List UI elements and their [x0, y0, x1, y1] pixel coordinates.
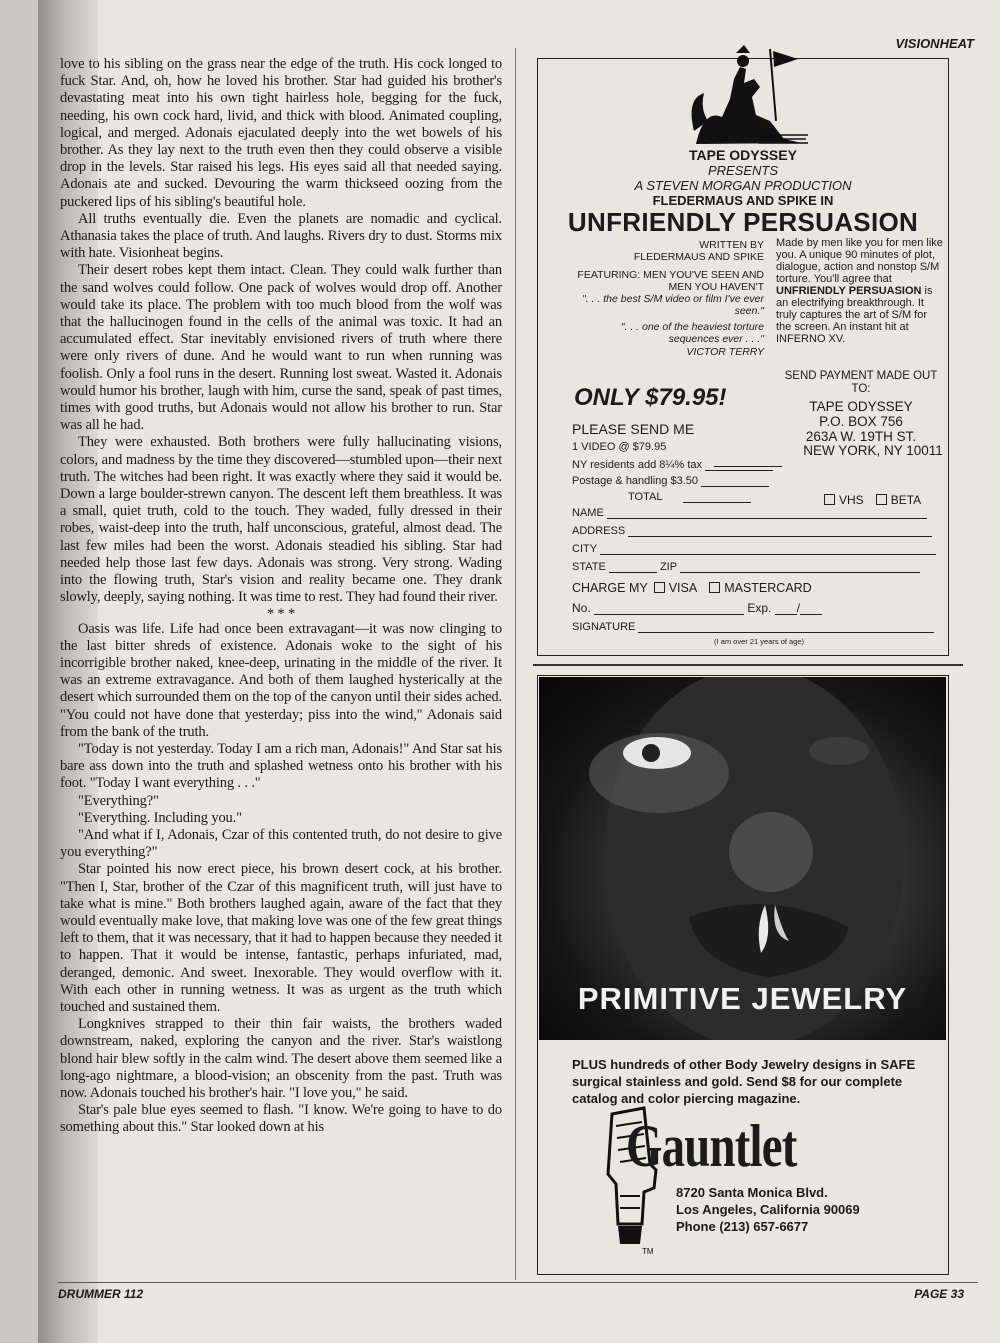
store-contact — [676, 1184, 860, 1235]
production-credit: A STEVEN MORGAN PRODUCTION — [634, 178, 852, 193]
price-headline: ONLY $79.95! — [574, 384, 727, 411]
state-zip-row — [572, 561, 920, 573]
story-paragraph: Longknives strapped to their thin fair waists, the brothers waded downstream, naked, exploring the canyon and the river. Star's waistlong blond hair blew softly in the calm wind. The desert above them seemed like a long-ago nightmare, a blood-vision; an obscenity from the past. Truth was now. Adonais touched his brother's hair. "I love you," he said. — [60, 1016, 502, 1101]
visa-label: VISA — [668, 581, 698, 595]
video-field[interactable] — [714, 466, 782, 467]
face-photo — [539, 677, 946, 1040]
story-paragraph: Star's pale blue eyes seemed to flash. "I know. We're going to have to do something about this." Star looked down at his — [60, 1102, 502, 1136]
address-line: TAPE ODYSSEY — [809, 399, 913, 414]
address-line: P.O. BOX 756 — [819, 414, 903, 429]
order-line-label: NY residents add 8¼% tax — [572, 459, 703, 471]
page-number: PAGE 33 — [914, 1287, 964, 1301]
payment-label: SEND PAYMENT MADE OUT TO: — [784, 370, 938, 395]
charge-label: CHARGE MY — [572, 581, 648, 595]
order-line-label: 1 VIDEO @ $79.95 — [572, 441, 667, 453]
video-title: UNFRIENDLY PERSUASION — [567, 207, 919, 237]
video-amount-field — [714, 455, 782, 467]
exp-month-field[interactable] — [775, 614, 797, 615]
issue-label: DRUMMER 112 — [58, 1287, 144, 1301]
footer-rule — [58, 1282, 978, 1283]
order-line-postage — [572, 475, 769, 487]
address-row — [572, 525, 932, 537]
blurb-part: is an electrifying breakthrough. It truly captures the art of S/M for the screen. An instant hit at INFERNO XV. — [776, 285, 933, 345]
story-paragraph: All truths eventually die. Even the planets are nomadic and cyclical. Athanasia takes the place of truth. And laughs. Rivers dry to dust. Storms mix with hate. Visionheat begins. — [60, 210, 502, 262]
exp-label: Exp. — [747, 601, 772, 615]
zip-label: ZIP — [659, 561, 677, 573]
story-column — [60, 56, 502, 1137]
zip-field[interactable] — [680, 572, 920, 573]
state-label: STATE — [572, 561, 606, 573]
story-paragraph: "Everything. Including you." — [78, 809, 242, 826]
order-line-label: TOTAL — [628, 491, 663, 503]
story-paragraph: Oasis was life. Life had once been extravagant—it was now clinging to the last bitter shreds of existence. Adonais woke to the sight of his incorrigible brother naked, knee-deep, urinating in the middle of the river. It was an extreme extravagance. And both of them laughed hysterically at the desert which surrounded them on the top of the canyon until their sides ached. "You could not have done that yesterday; piss into the wind," Adonais said from the bank of the truth. — [60, 620, 502, 740]
story-paragraph: Their desert robes kept them intact. Clean. They could walk further than the sand wolves could follow. One pack of wolves would drop off. Another would take its place. The problem with too much blood from the wolf was that the hallucinogen found in the cells of the animal was toxic. It had an accumulated effect. Star inevitably envisioned rivers of truth where there were only rivers of dune. And he would want to run when running was foolish. Only a fool runs in the desert. Running lost sweat. Wasted it. Adonais would humor his brother, laugh with him, curse the sand, speak of past times, times with good truths, but Adonais would not allow his brother to run. Star was all he had. — [60, 262, 502, 434]
address-line: 263A W. 19TH ST. — [805, 429, 917, 444]
tape-odyssey-ad — [537, 58, 949, 656]
gauntlet-ad — [537, 675, 949, 1275]
catalog-offer: PLUS hundreds of other Body Jewelry designs in SAFE surgical stainless and gold. Send $8 for our complete catalog and color piercing magazine. — [572, 1057, 916, 1106]
card-row — [572, 601, 822, 615]
name-label: NAME — [572, 507, 604, 519]
street-address: 8720 Santa Monica Blvd. — [676, 1185, 828, 1200]
quote-two: ". . . one of the heaviest torture sequences ever . . ." — [620, 321, 764, 345]
charge-row — [572, 581, 812, 595]
blurb-title: UNFRIENDLY PERSUASION — [776, 285, 922, 297]
section-break: * * * — [266, 605, 296, 622]
signature-label: SIGNATURE — [572, 621, 636, 633]
written-by: FLEDERMAUS AND SPIKE — [633, 251, 764, 263]
signature-row — [572, 621, 934, 633]
video-blurb — [776, 237, 944, 345]
story-paragraph: "Today is not yesterday. Today I am a rich man, Adonais!" And Star sat his bare ass down into the truth and splashed wetness onto his brother with his foot. "Today I want everything . . ." — [60, 740, 502, 792]
story-paragraph: Star pointed his now erect piece, his brown desert cock, at his brother. "Then I, Star, brother of the Czar of this magnificent truth, will just have to take what is mine." Both brothers laughed again, aware of the fact that they would eventually make love, that making love was one of the few great things left to them, that it was necessary, that it had to happen because they needed it to happen. That it would be intense, fantastic, perhaps infuriated, mad, deranged, demonic. And sweet. Inexorable. They would overflow with it. With each other in running wetness. It was as urgent as the truth which touched and sustained them. — [60, 861, 503, 1015]
written-by-label: WRITTEN BY — [699, 239, 764, 251]
trademark: TM — [642, 1247, 654, 1254]
card-number-field[interactable] — [594, 614, 744, 615]
exp-year-field[interactable] — [800, 614, 822, 615]
story-paragraph: "Everything?" — [78, 792, 159, 809]
city-field[interactable] — [600, 554, 936, 555]
state-field[interactable] — [609, 572, 657, 573]
presents-text: PRESENTS — [707, 163, 779, 178]
story-paragraph: They were exhausted. Both brothers were fully hallucinating visions, colors, and madness by the time they discovered—stumbled upon—their next truth. The witches had been right. It was exactly where they said it would be. Down a large boulder-strewn canyon. The descent left them breathless. It was a small, quiet truth, cold to the touch. They waded, fully dressed in their robes, waist-deep into the truth, half unconscious, grateful, almost dead. The last few miles had been the worst. Adonais steadied his sibling. Star had needed help those last few days. Adonais was strong. Very strong. Wading into the flowing truth, Star's vision and reality became one. They drank slowly, deeply, saying nothing. It was time to rest. They had found their river. — [60, 434, 502, 606]
visa-checkbox[interactable] — [654, 582, 665, 593]
blurb-part: Made by men like you for men like you. A unique 90 minutes of plot, dialogue, action and nonstop S/M torture. You'll agree that — [776, 237, 943, 285]
quote-one: ". . . the best S/M video or film I've ever seen." — [582, 293, 764, 317]
brand-name: Gauntlet — [626, 1113, 797, 1179]
order-line-total — [628, 491, 751, 503]
vhs-label: VHS — [839, 493, 864, 507]
city-row — [572, 543, 936, 555]
column-divider — [515, 48, 516, 1280]
name-row — [572, 507, 927, 519]
company-name: TAPE ODYSSEY — [689, 147, 797, 163]
order-line-video — [572, 441, 666, 453]
mastercard-checkbox[interactable] — [709, 582, 720, 593]
address-field[interactable] — [628, 536, 932, 537]
exp-separator: / — [796, 601, 801, 615]
card-number-label: No. — [572, 601, 591, 615]
city-label: CITY — [572, 543, 597, 555]
total-field[interactable] — [683, 502, 751, 503]
format-choice — [818, 493, 921, 507]
order-line-label: Postage & handling $3.50 — [572, 475, 698, 487]
headline: PRIMITIVE JEWELRY — [577, 981, 908, 1016]
name-field[interactable] — [607, 518, 927, 519]
send-me-label: PLEASE SEND ME — [572, 421, 695, 437]
tax-field[interactable] — [705, 470, 773, 471]
story-paragraph: "And what if I, Adonais, Czar of this contented truth, do not desire to give you everything?" — [60, 826, 502, 861]
story-paragraph: love to his sibling on the grass near the edge of the truth. His cock longed to fuck Star. And, oh, how he loved his brother. Star had guided his brother's devastating meat into his own tight hairless hole, begging for the fuck, needing, his own cock hard, livid, and thick with blood. Animated coupling, logical, and merged. Adonais ejaculated deeply into the wet bowels of his brother. As they lay next to the truth even then they could observe a visible drop in the levels. Star raised his legs. His eyes said all that needed saying. Adonais ate and sucked. Devouring the warm thickseed oozing from the puckered lips of his sibling's beautiful hole. — [60, 56, 502, 210]
vhs-checkbox[interactable] — [824, 494, 835, 505]
mastercard-label: MASTERCARD — [724, 581, 812, 595]
beta-label: BETA — [890, 493, 922, 507]
ad-divider — [533, 664, 963, 666]
running-head: VISIONHEAT — [895, 36, 974, 51]
city-address: Los Angeles, California 90069 — [676, 1202, 860, 1217]
starring-line: FLEDERMAUS AND SPIKE IN — [652, 193, 834, 208]
phone-number: Phone (213) 657-6677 — [676, 1219, 809, 1234]
address-line: NEW YORK, NY 10011 — [803, 443, 943, 458]
featuring-line: FEATURING: MEN YOU'VE SEEN AND MEN YOU HAVEN'T — [577, 269, 764, 293]
signature-field[interactable] — [638, 632, 934, 633]
beta-checkbox[interactable] — [876, 494, 887, 505]
postage-field[interactable] — [701, 486, 769, 487]
age-note: (I am over 21 years of age) — [714, 637, 805, 646]
address-label: ADDRESS — [572, 525, 626, 537]
quote-attribution: VICTOR TERRY — [686, 346, 764, 358]
